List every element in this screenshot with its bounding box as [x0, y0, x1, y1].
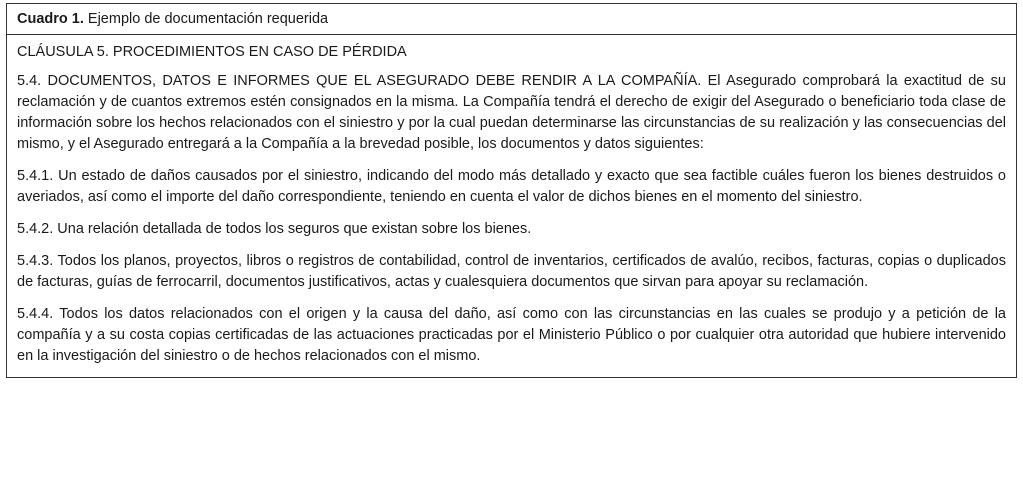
- paragraph-5-4-1: 5.4.1. Un estado de daños causados por el siniestro, indicando del modo más detallado y exacto que sea factible cuáles fueron los bienes destruidos o averiados, así como el importe del daño correspondiente, teniendo en cuenta el valor de dichos bienes en el momento del siniestro.: [17, 168, 1006, 205]
- documentation-table: [6, 3, 1017, 378]
- caption-text: Ejemplo de documentación requerida: [83, 11, 329, 27]
- caption-label: Cuadro 1.: [17, 11, 84, 27]
- paragraph-5-4-3: 5.4.3. Todos los planos, proyectos, libros o registros de contabilidad, control de inventarios, certificados de avalúo, recibos, facturas, copias o duplicados de facturas, guías de ferrocarril, documentos justificativos, actas y cualesquiera documentos que sirvan para apoyar su reclamación.: [17, 253, 1006, 290]
- table-caption: [7, 4, 1016, 35]
- paragraph-5-4: 5.4. DOCUMENTOS, DATOS E INFORMES QUE EL ASEGURADO DEBE RENDIR A LA COMPAÑÍA. El Asegurado comprobará la exactitud de su reclamación y de cuantos extremos estén consignados en la misma. La Compañía tendrá el derecho de exigir del Asegurado o beneficiario toda clase de información sobre los hechos relacionados con el siniestro y por la cual puedan determinarse las circunstancias de su realización y las consecuencias del mismo, y el Asegurado entregará a la Compañía a la brevedad posible, los documentos y datos siguientes:: [17, 73, 1006, 152]
- clause-title: CLÁUSULA 5. PROCEDIMIENTOS EN CASO DE PÉRDIDA: [17, 44, 407, 60]
- paragraph-5-4-4: 5.4.4. Todos los datos relacionados con el origen y la causa del daño, así como con las circunstancias en las cuales se produjo y a petición de la compañía y a su costa copias certificadas de las actuaciones practicadas por el Ministerio Público o por cualquier otra autoridad que hubiere intervenido en la investigación del siniestro o de hechos relacionados con el mismo.: [17, 306, 1006, 364]
- table-body-cell: [7, 35, 1016, 377]
- paragraph-5-4-2: 5.4.2. Una relación detallada de todos los seguros que existan sobre los bienes.: [17, 221, 532, 237]
